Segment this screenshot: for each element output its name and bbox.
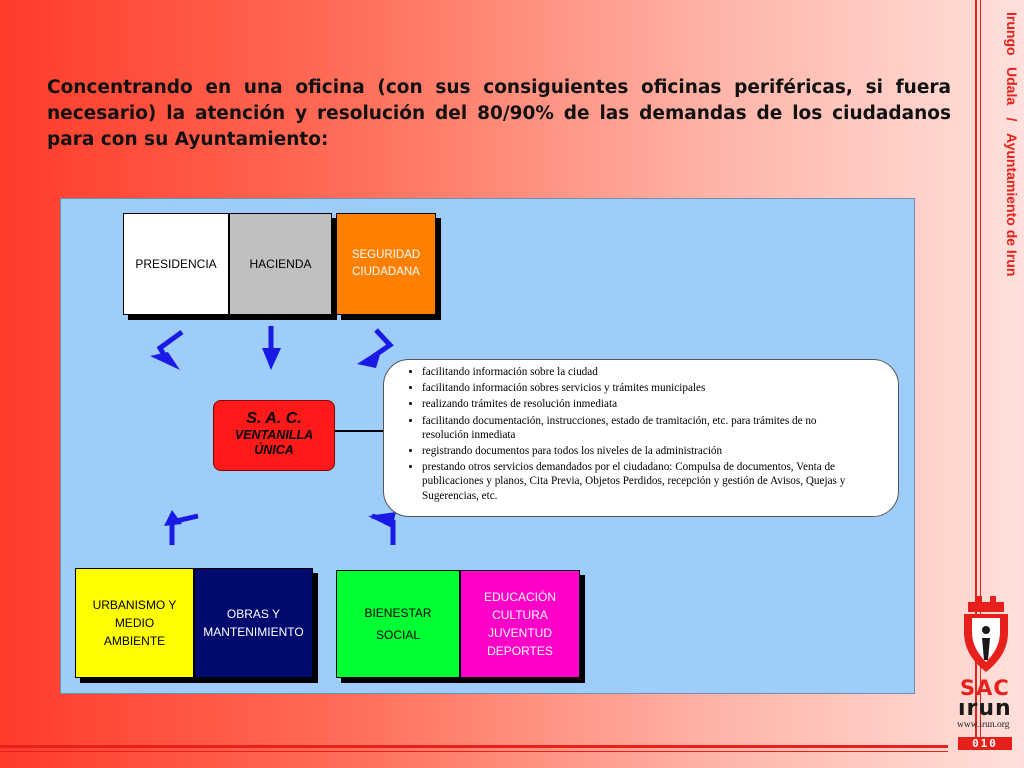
sac-irun-logo xyxy=(948,592,1024,752)
service-item: • facilitando documentación, instrucciones, estado de tramitación, etc. para trámites de no resolución inmediata xyxy=(422,414,858,442)
logo-irun-text: ırun xyxy=(958,696,1012,721)
service-item: • facilitando información sobre la ciudad xyxy=(422,365,858,379)
sac-subtitle-2: ÚNICA xyxy=(254,443,294,457)
box-educacion-line3: JUVENTUD xyxy=(487,626,552,640)
side-title-basque-2: Udala xyxy=(1004,67,1020,106)
box-urbanismo-line3: AMBIENTE xyxy=(103,634,166,648)
arrow-head-2 xyxy=(262,348,281,370)
sac-title: S. A. C. xyxy=(246,410,302,427)
box-obras-line2: MANTENIMIENTO xyxy=(203,625,304,639)
box-educacion-line4: DEPORTES xyxy=(487,644,553,658)
box-urbanismo xyxy=(75,568,194,678)
box-seguridad-line1: SEGURIDAD xyxy=(351,249,421,261)
sac-subtitle-1: VENTANILLA xyxy=(234,428,314,442)
box-educacion-line2: CULTURA xyxy=(492,608,548,622)
side-title-separator: / xyxy=(1004,117,1020,122)
service-item: • prestando otros servicios demandados por el ciudadano: Compulsa de documentos, Venta de publicaciones y planos, Cita Previa, Objetos Perdidos, recepción y gestión de Avisos, Quejas y Sugerencias, etc. xyxy=(422,460,858,503)
sac-callout-connector xyxy=(335,430,384,432)
box-obras xyxy=(194,568,313,678)
box-presidencia-label: PRESIDENCIA xyxy=(135,257,217,271)
box-bienestar-line2: SOCIAL xyxy=(375,628,420,642)
services-list xyxy=(406,365,858,503)
box-urbanismo-line2: MEDIO xyxy=(114,616,155,630)
sac-box xyxy=(213,400,335,471)
box-bienestar xyxy=(336,570,460,678)
page-heading: Concentrando en una oficina (con sus consiguientes oficinas periféricas, si fuera necesario) la atención y resolución del 80/90% de las demandas de los ciudadanos para con su Ayuntamiento: xyxy=(47,77,951,150)
page-number: 010 xyxy=(958,737,1012,750)
side-title-spanish: Ayuntamiento de Irun xyxy=(1004,133,1020,277)
box-seguridad-line2: CIUDADANA xyxy=(352,266,420,278)
services-callout xyxy=(383,359,899,517)
box-obras-line1: OBRAS Y xyxy=(226,607,281,621)
service-item: • registrando documentos para todos los niveles de la administración xyxy=(422,444,858,458)
box-educacion xyxy=(460,570,580,678)
logo-url: www.irun.org xyxy=(957,720,1010,730)
arrow-head-3 xyxy=(357,348,382,368)
logo-sac-text: SAC xyxy=(960,676,1010,700)
box-urbanismo-line1: URBANISMO Y xyxy=(92,598,177,612)
side-title-basque: Irungo xyxy=(1004,12,1020,56)
arrow-head-1 xyxy=(150,352,180,370)
box-educacion-line1: EDUCACIÓN xyxy=(483,590,556,604)
arrow-head-5 xyxy=(368,512,396,528)
service-item: • facilitando información sobres servicios y trámites municipales xyxy=(422,381,858,395)
service-item: • realizando trámites de resolución inmediata xyxy=(422,397,858,411)
city-emblem-icon xyxy=(948,592,1024,676)
box-bienestar-line1: BIENESTAR xyxy=(364,606,432,620)
box-hacienda-label: HACIENDA xyxy=(249,257,312,271)
